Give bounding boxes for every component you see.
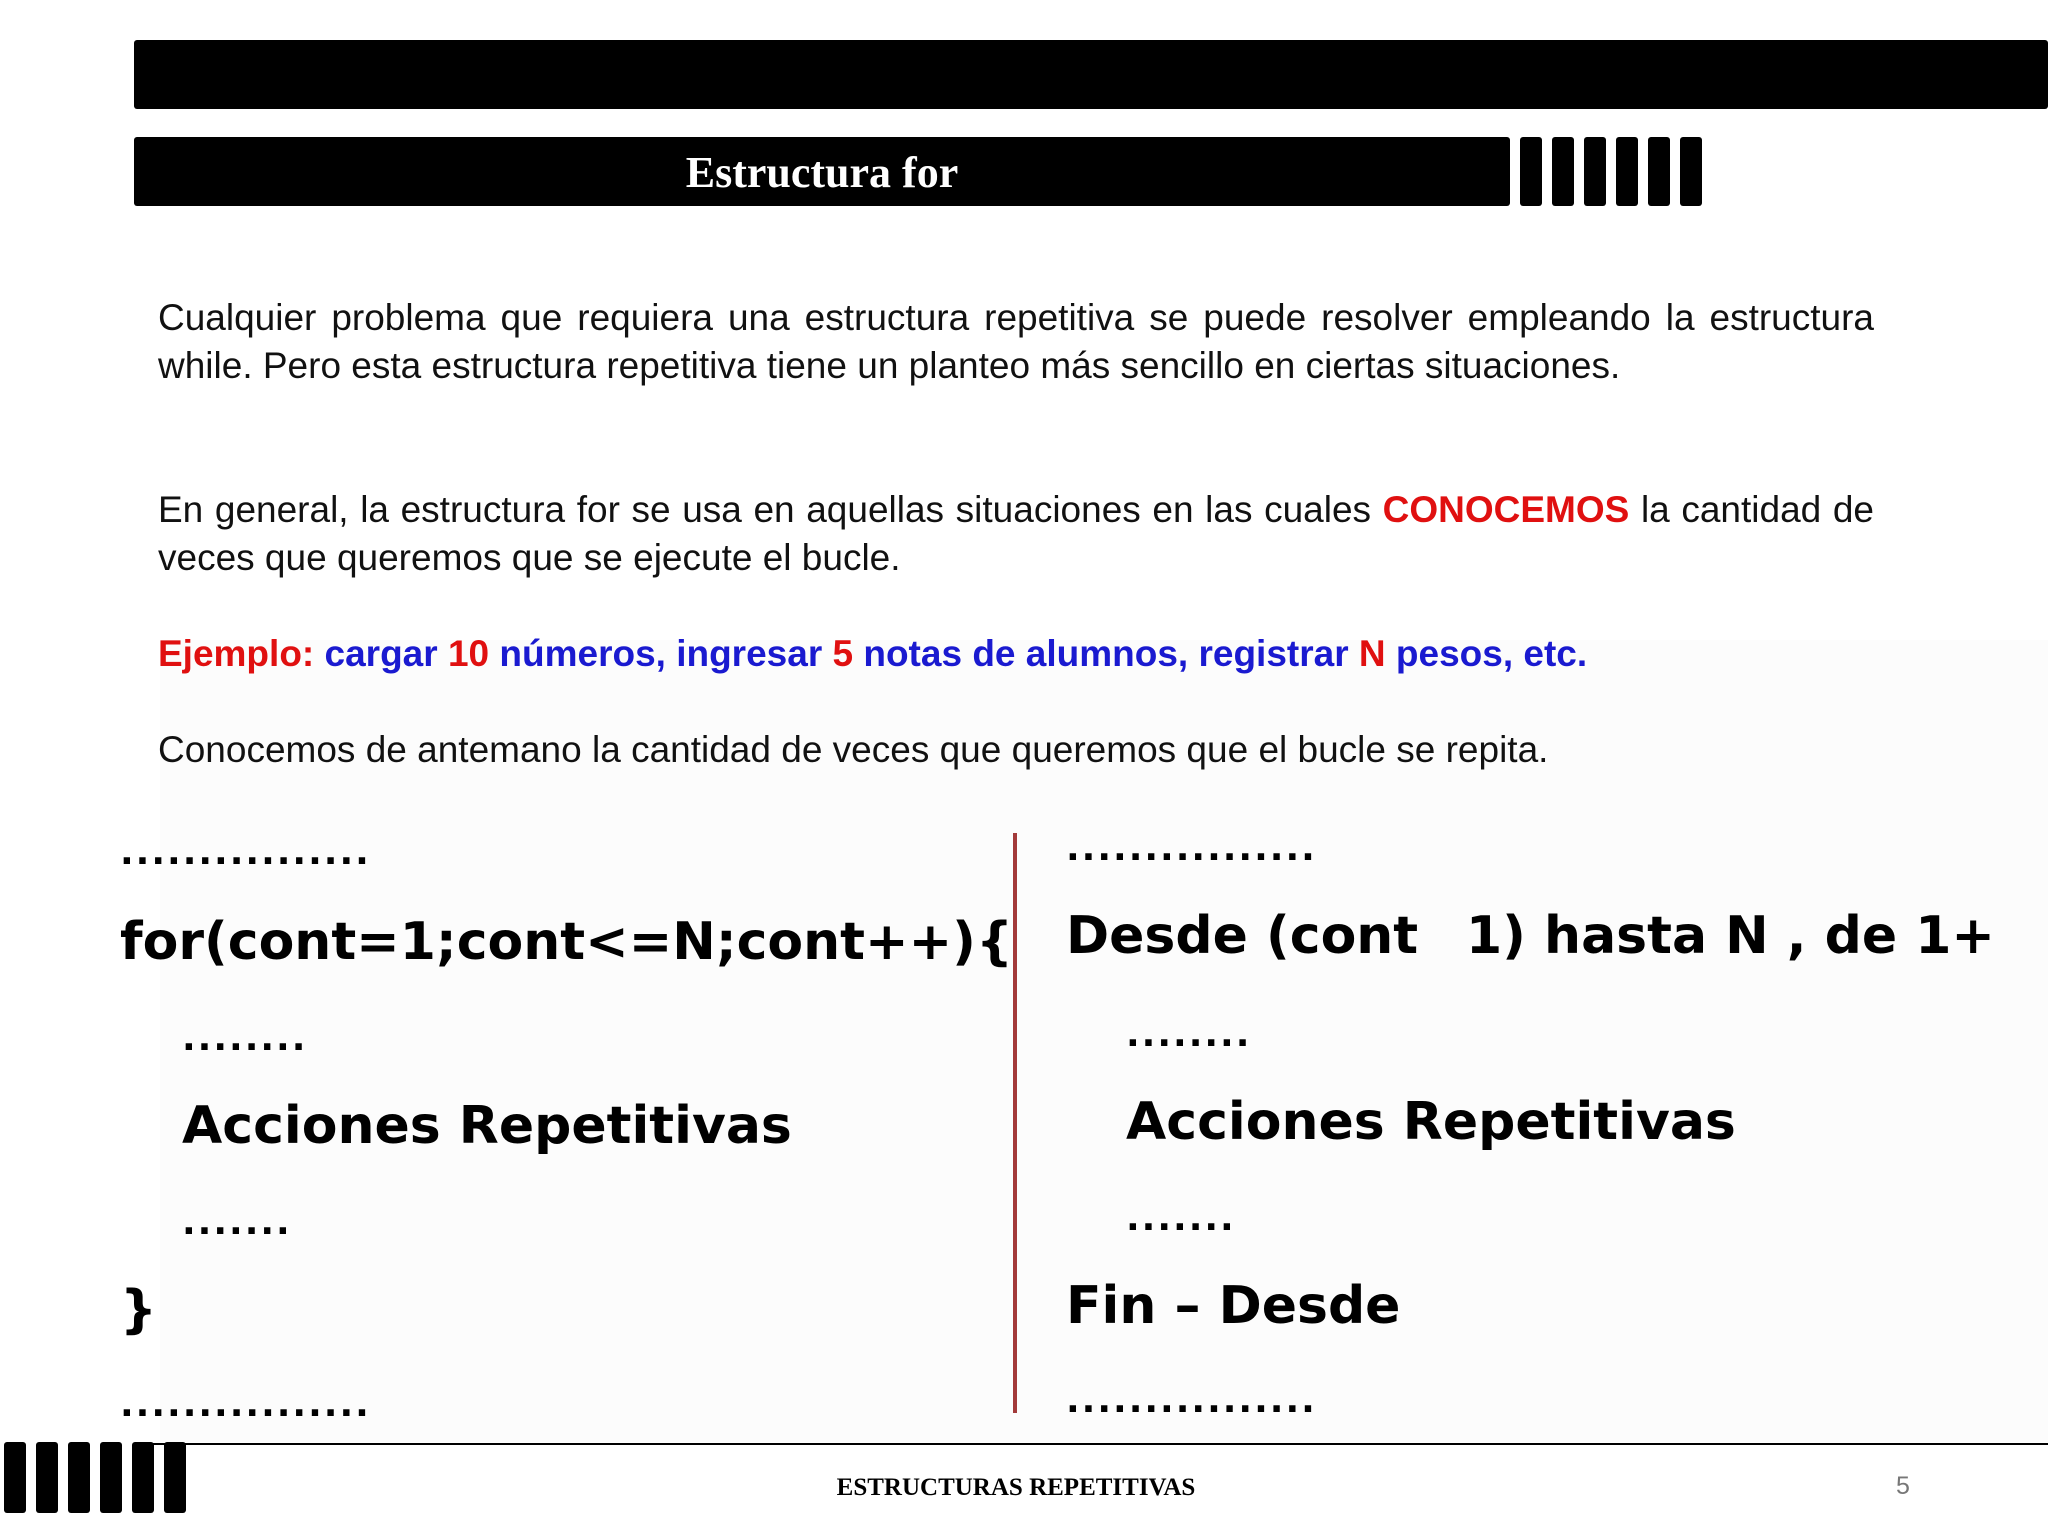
example-text: cargar [314,633,448,674]
title-stripes-decoration [1520,137,1702,206]
for-loop-header: for(cont=1;cont<=N;cont++){ [120,912,1013,972]
footer-title: ESTRUCTURAS REPETITIVAS [836,1474,1196,1501]
footer-rule [150,1443,2048,1445]
page-number: 5 [1896,1472,1910,1500]
left-dots-inner-top: ........ [182,1018,308,1059]
example-number: 5 [832,633,854,674]
conclusion-paragraph: Conocemos de antemano la cantidad de veces que queremos que el bucle se repita. [158,729,1549,770]
conocemos-highlight: CONOCEMOS [1382,489,1630,530]
desde-header-start: Desde (cont [1066,906,1419,966]
left-dots-inner-bottom: ....... [182,1202,292,1243]
example-text: notas de alumnos, registrar [853,633,1359,674]
for-loop-close: } [120,1280,158,1340]
right-dots-top: ................ [1066,828,1317,869]
right-dots-bottom: ................ [1066,1380,1317,1421]
usage-text-end: la cantidad de veces que queremos que se ejecute el bucle. [158,489,1875,578]
desde-close: Fin – Desde [1066,1276,1401,1336]
top-banner-bar [134,40,2048,109]
left-dots-bottom: ................ [120,1384,371,1425]
slide-title: Estructura for [134,137,1510,206]
example-number: 10 [447,633,490,674]
left-actions-label: Acciones Repetitivas [182,1096,792,1156]
right-actions-label: Acciones Repetitivas [1126,1092,1736,1152]
right-dots-inner-top: ........ [1126,1014,1252,1055]
example-text: pesos, etc. [1385,633,1588,674]
example-label: Ejemplo: [158,633,315,674]
example-number: N [1358,633,1386,674]
left-dots-top: ................ [120,832,371,873]
intro-paragraph: Cualquier problema que requiera una estructura repetitiva se puede resolver empleando la estructura while. Pero esta estructura repetitiva tiene un planteo más sencillo en ciertas situaciones. [158,297,1874,386]
footer-stripes-decoration [4,1442,186,1513]
example-paragraph [158,630,1874,678]
usage-text-start: En general, la estructura for se usa en aquellas situaciones en las cuales [158,489,1383,530]
usage-paragraph [158,486,1874,582]
right-dots-inner-bottom: ....... [1126,1198,1236,1239]
column-divider [1013,833,1017,1413]
desde-header-end: 1) hasta N , de 1+ [1466,906,1995,966]
example-text: números, ingresar [489,633,833,674]
